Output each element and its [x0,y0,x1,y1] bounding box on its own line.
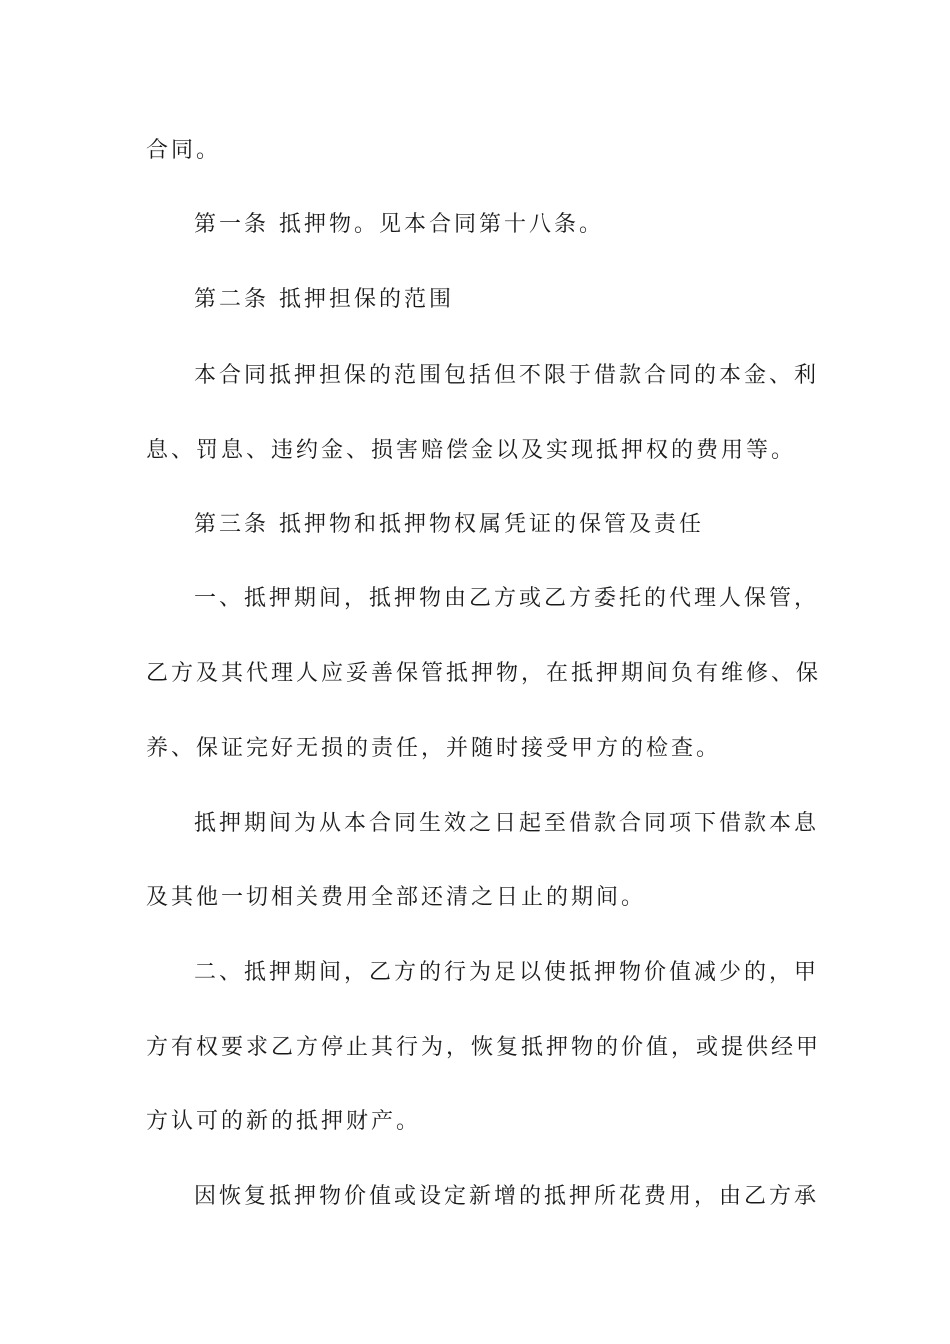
paragraph-line: 抵押期间为从本合同生效之日起至借款合同项下借款本息 [194,811,820,836]
article-1-heading: 第一条 抵押物。见本合同第十八条。 [194,212,604,237]
paragraph-line: 方有权要求乙方停止其行为，恢复抵押物的价值，或提供经甲 [146,1035,822,1060]
paragraph-line: 二、抵押期间，乙方的行为足以使抵押物价值减少的，甲 [194,960,820,985]
paragraph-line: 一、抵押期间，抵押物由乙方或乙方委托的代理人保管， [194,586,820,611]
paragraph-line: 及其他一切相关费用全部还清之日止的期间。 [146,885,647,910]
paragraph-line: 养、保证完好无损的责任，并随时接受甲方的检查。 [146,736,722,761]
paragraph-line: 方认可的新的抵押财产。 [146,1109,422,1134]
paragraph-line: 本合同抵押担保的范围包括但不限于借款合同的本金、利 [194,363,820,388]
article-2-heading: 第二条 抵押担保的范围 [194,287,454,312]
paragraph-line: 因恢复抵押物价值或设定新增的抵押所花费用，由乙方承 [194,1184,820,1209]
paragraph-line: 乙方及其代理人应妥善保管抵押物，在抵押期间负有维修、保 [146,661,822,686]
text-line-1: 合同。 [146,138,222,163]
article-3-heading: 第三条 抵押物和抵押物权属凭证的保管及责任 [194,512,704,537]
paragraph-line: 息、罚息、违约金、损害赔偿金以及实现抵押权的费用等。 [146,438,797,463]
